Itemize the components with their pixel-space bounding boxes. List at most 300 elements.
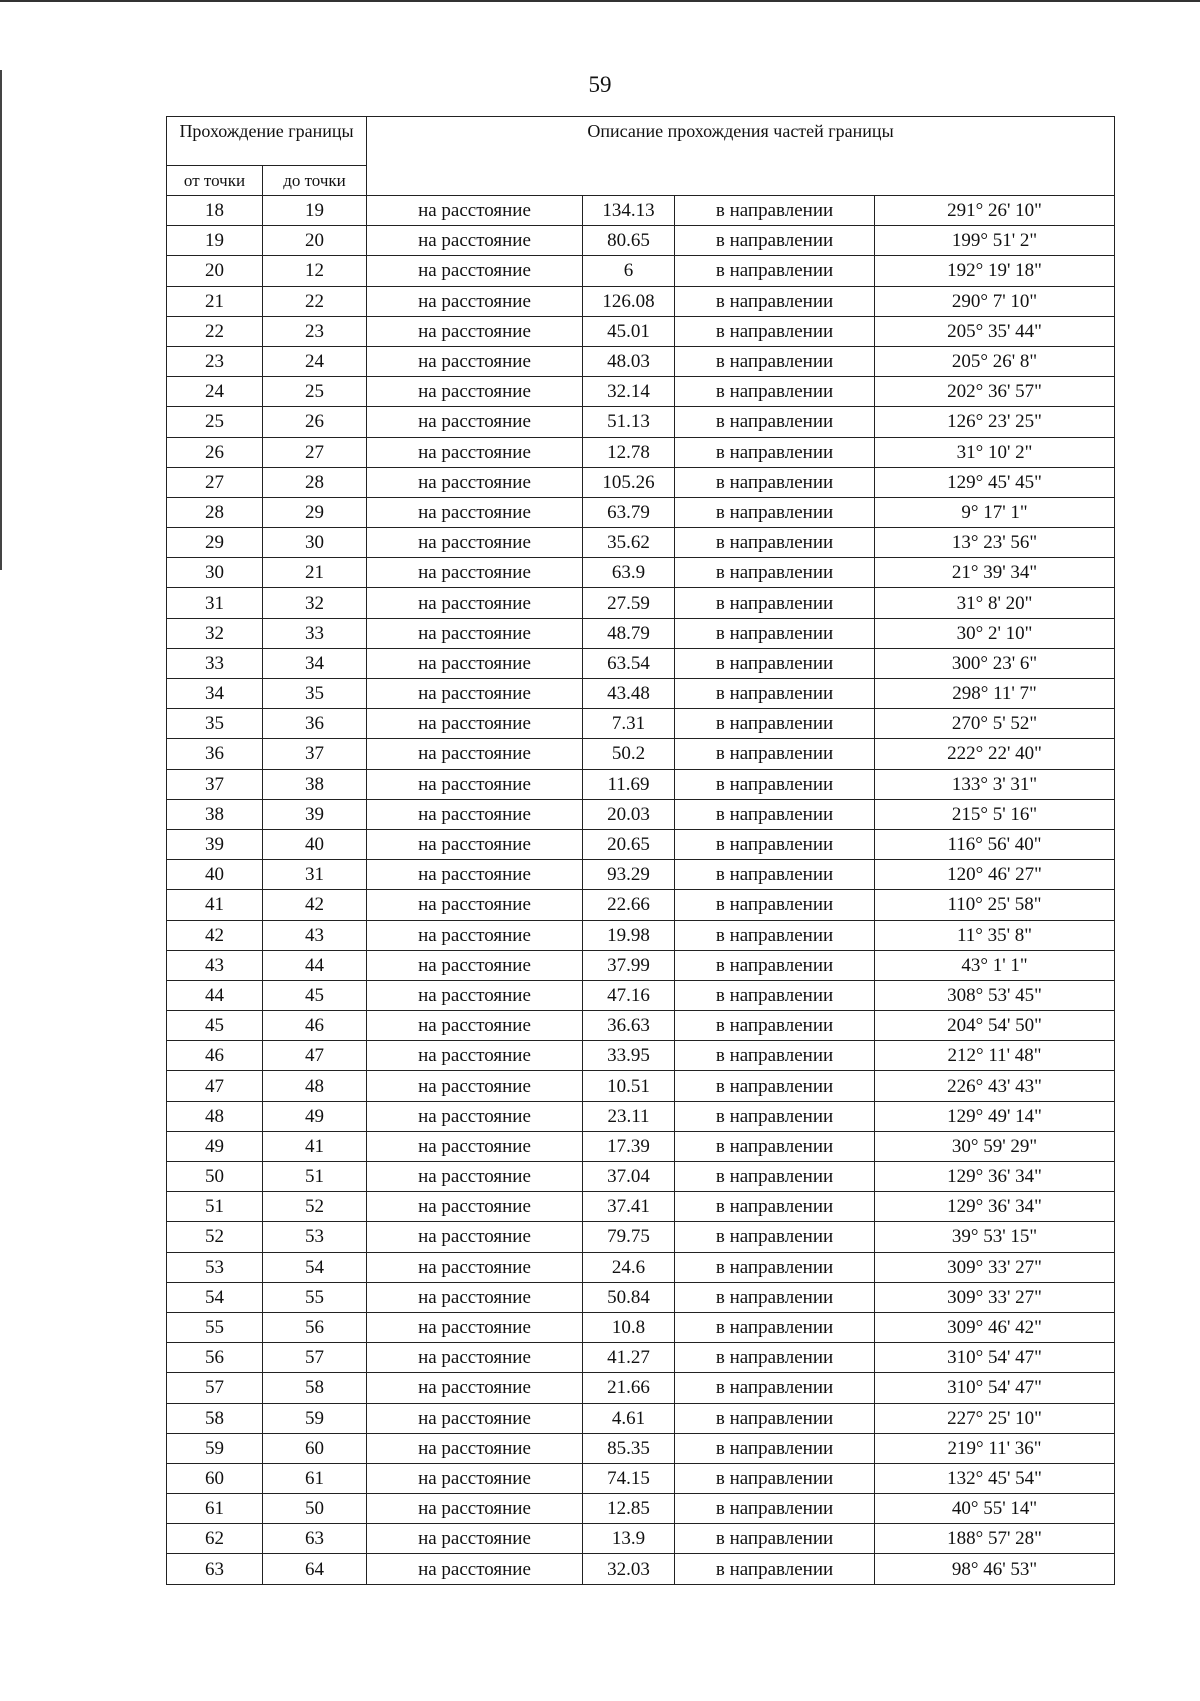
cell-bearing-value: 310° 54' 47" <box>875 1373 1115 1403</box>
cell-to-point: 21 <box>263 558 367 588</box>
cell-distance-value: 43.48 <box>583 679 675 709</box>
table-row <box>167 588 1115 618</box>
cell-bearing-value: 30° 59' 29" <box>875 1131 1115 1161</box>
cell-to-point: 12 <box>263 256 367 286</box>
cell-distance-label: на расстояние <box>367 769 583 799</box>
cell-distance-value: 93.29 <box>583 860 675 890</box>
cell-distance-label: на расстояние <box>367 1162 583 1192</box>
cell-to-point: 64 <box>263 1554 367 1584</box>
cell-from-point: 32 <box>167 618 263 648</box>
cell-bearing-value: 129° 36' 34" <box>875 1192 1115 1222</box>
cell-distance-value: 4.61 <box>583 1403 675 1433</box>
cell-distance-value: 48.79 <box>583 618 675 648</box>
cell-direction-label: в направлении <box>675 1162 875 1192</box>
cell-to-point: 26 <box>263 407 367 437</box>
cell-distance-label: на расстояние <box>367 588 583 618</box>
cell-distance-label: на расстояние <box>367 1252 583 1282</box>
cell-to-point: 63 <box>263 1524 367 1554</box>
cell-bearing-value: 300° 23' 6" <box>875 648 1115 678</box>
cell-direction-label: в направлении <box>675 196 875 226</box>
cell-direction-label: в направлении <box>675 588 875 618</box>
cell-distance-label: на расстояние <box>367 709 583 739</box>
cell-to-point: 39 <box>263 799 367 829</box>
table-row <box>167 739 1115 769</box>
cell-to-point: 56 <box>263 1312 367 1342</box>
cell-from-point: 23 <box>167 346 263 376</box>
cell-distance-value: 10.8 <box>583 1312 675 1342</box>
cell-distance-value: 51.13 <box>583 407 675 437</box>
cell-distance-value: 74.15 <box>583 1463 675 1493</box>
cell-from-point: 38 <box>167 799 263 829</box>
cell-distance-value: 48.03 <box>583 346 675 376</box>
cell-distance-value: 12.85 <box>583 1494 675 1524</box>
cell-direction-label: в направлении <box>675 1252 875 1282</box>
cell-to-point: 28 <box>263 467 367 497</box>
table-row <box>167 1192 1115 1222</box>
table-row <box>167 1252 1115 1282</box>
cell-from-point: 20 <box>167 256 263 286</box>
cell-direction-label: в направлении <box>675 407 875 437</box>
cell-from-point: 33 <box>167 648 263 678</box>
cell-distance-value: 80.65 <box>583 226 675 256</box>
cell-direction-label: в направлении <box>675 769 875 799</box>
cell-bearing-value: 110° 25' 58" <box>875 890 1115 920</box>
table-header-row <box>167 117 1115 166</box>
cell-distance-value: 27.59 <box>583 588 675 618</box>
cell-bearing-value: 11° 35' 8" <box>875 920 1115 950</box>
cell-bearing-value: 290° 7' 10" <box>875 286 1115 316</box>
cell-distance-value: 50.2 <box>583 739 675 769</box>
cell-bearing-value: 126° 23' 25" <box>875 407 1115 437</box>
cell-from-point: 51 <box>167 1192 263 1222</box>
table-row <box>167 407 1115 437</box>
table-row <box>167 528 1115 558</box>
table-row <box>167 226 1115 256</box>
cell-to-point: 29 <box>263 497 367 527</box>
cell-from-point: 53 <box>167 1252 263 1282</box>
cell-from-point: 56 <box>167 1343 263 1373</box>
cell-distance-label: на расстояние <box>367 1373 583 1403</box>
cell-bearing-value: 129° 45' 45" <box>875 467 1115 497</box>
cell-distance-value: 41.27 <box>583 1343 675 1373</box>
cell-direction-label: в направлении <box>675 1282 875 1312</box>
table-row <box>167 1463 1115 1493</box>
cell-distance-label: на расстояние <box>367 437 583 467</box>
table-row <box>167 286 1115 316</box>
table-row <box>167 1041 1115 1071</box>
cell-bearing-value: 222° 22' 40" <box>875 739 1115 769</box>
table-row <box>167 1373 1115 1403</box>
cell-bearing-value: 309° 33' 27" <box>875 1282 1115 1312</box>
cell-from-point: 49 <box>167 1131 263 1161</box>
cell-from-point: 37 <box>167 769 263 799</box>
cell-bearing-value: 31° 8' 20" <box>875 588 1115 618</box>
cell-distance-label: на расстояние <box>367 799 583 829</box>
cell-bearing-value: 116° 56' 40" <box>875 829 1115 859</box>
cell-to-point: 27 <box>263 437 367 467</box>
table-row <box>167 1433 1115 1463</box>
cell-from-point: 29 <box>167 528 263 558</box>
table-row <box>167 1403 1115 1433</box>
cell-to-point: 41 <box>263 1131 367 1161</box>
cell-distance-value: 21.66 <box>583 1373 675 1403</box>
cell-bearing-value: 120° 46' 27" <box>875 860 1115 890</box>
cell-distance-value: 37.99 <box>583 950 675 980</box>
cell-bearing-value: 188° 57' 28" <box>875 1524 1115 1554</box>
table-row <box>167 980 1115 1010</box>
cell-distance-label: на расстояние <box>367 1433 583 1463</box>
cell-distance-label: на расстояние <box>367 980 583 1010</box>
cell-direction-label: в направлении <box>675 980 875 1010</box>
cell-direction-label: в направлении <box>675 528 875 558</box>
cell-direction-label: в направлении <box>675 558 875 588</box>
cell-to-point: 52 <box>263 1192 367 1222</box>
cell-from-point: 50 <box>167 1162 263 1192</box>
cell-from-point: 62 <box>167 1524 263 1554</box>
cell-direction-label: в направлении <box>675 377 875 407</box>
table-row <box>167 1162 1115 1192</box>
table-row <box>167 709 1115 739</box>
cell-to-point: 44 <box>263 950 367 980</box>
cell-from-point: 57 <box>167 1373 263 1403</box>
scan-edge-left <box>0 70 2 570</box>
cell-distance-label: на расстояние <box>367 1282 583 1312</box>
cell-to-point: 54 <box>263 1252 367 1282</box>
table-row <box>167 1131 1115 1161</box>
cell-distance-label: на расстояние <box>367 739 583 769</box>
cell-direction-label: в направлении <box>675 346 875 376</box>
table-row <box>167 829 1115 859</box>
cell-from-point: 30 <box>167 558 263 588</box>
cell-distance-value: 47.16 <box>583 980 675 1010</box>
cell-bearing-value: 270° 5' 52" <box>875 709 1115 739</box>
cell-direction-label: в направлении <box>675 1041 875 1071</box>
table-row <box>167 1011 1115 1041</box>
cell-from-point: 41 <box>167 890 263 920</box>
table-row <box>167 1494 1115 1524</box>
cell-direction-label: в направлении <box>675 467 875 497</box>
cell-distance-label: на расстояние <box>367 558 583 588</box>
table-row <box>167 346 1115 376</box>
table-row <box>167 950 1115 980</box>
table-row <box>167 1343 1115 1373</box>
cell-direction-label: в направлении <box>675 950 875 980</box>
cell-distance-label: на расстояние <box>367 1403 583 1433</box>
cell-to-point: 25 <box>263 377 367 407</box>
cell-to-point: 45 <box>263 980 367 1010</box>
cell-bearing-value: 310° 54' 47" <box>875 1343 1115 1373</box>
cell-distance-label: на расстояние <box>367 467 583 497</box>
cell-to-point: 48 <box>263 1071 367 1101</box>
cell-distance-label: на расстояние <box>367 1494 583 1524</box>
cell-bearing-value: 129° 49' 14" <box>875 1101 1115 1131</box>
cell-bearing-value: 212° 11' 48" <box>875 1041 1115 1071</box>
cell-direction-label: в направлении <box>675 1524 875 1554</box>
cell-to-point: 47 <box>263 1041 367 1071</box>
cell-distance-label: на расстояние <box>367 1041 583 1071</box>
cell-distance-value: 63.9 <box>583 558 675 588</box>
table-row <box>167 1071 1115 1101</box>
table-row <box>167 890 1115 920</box>
cell-to-point: 20 <box>263 226 367 256</box>
cell-distance-label: на расстояние <box>367 407 583 437</box>
cell-distance-value: 24.6 <box>583 1252 675 1282</box>
cell-direction-label: в направлении <box>675 1131 875 1161</box>
cell-bearing-value: 227° 25' 10" <box>875 1403 1115 1433</box>
table-row <box>167 316 1115 346</box>
cell-distance-label: на расстояние <box>367 829 583 859</box>
cell-to-point: 59 <box>263 1403 367 1433</box>
cell-direction-label: в направлении <box>675 860 875 890</box>
cell-bearing-value: 205° 35' 44" <box>875 316 1115 346</box>
cell-from-point: 27 <box>167 467 263 497</box>
cell-to-point: 31 <box>263 860 367 890</box>
table-row <box>167 860 1115 890</box>
cell-from-point: 21 <box>167 286 263 316</box>
cell-direction-label: в направлении <box>675 1494 875 1524</box>
cell-distance-value: 63.79 <box>583 497 675 527</box>
cell-distance-value: 7.31 <box>583 709 675 739</box>
header-from-point: от точки <box>167 166 263 196</box>
cell-distance-value: 79.75 <box>583 1222 675 1252</box>
cell-from-point: 52 <box>167 1222 263 1252</box>
cell-bearing-value: 31° 10' 2" <box>875 437 1115 467</box>
cell-distance-label: на расстояние <box>367 528 583 558</box>
cell-distance-value: 50.84 <box>583 1282 675 1312</box>
cell-to-point: 33 <box>263 618 367 648</box>
table-row <box>167 618 1115 648</box>
table-row <box>167 679 1115 709</box>
cell-to-point: 57 <box>263 1343 367 1373</box>
cell-direction-label: в направлении <box>675 648 875 678</box>
cell-direction-label: в направлении <box>675 679 875 709</box>
cell-from-point: 60 <box>167 1463 263 1493</box>
cell-distance-value: 33.95 <box>583 1041 675 1071</box>
cell-to-point: 22 <box>263 286 367 316</box>
cell-distance-label: на расстояние <box>367 377 583 407</box>
cell-distance-value: 12.78 <box>583 437 675 467</box>
cell-direction-label: в направлении <box>675 1343 875 1373</box>
table-row <box>167 648 1115 678</box>
cell-distance-label: на расстояние <box>367 256 583 286</box>
header-passage: Прохождение границы <box>167 117 367 166</box>
cell-from-point: 58 <box>167 1403 263 1433</box>
cell-to-point: 32 <box>263 588 367 618</box>
cell-from-point: 22 <box>167 316 263 346</box>
cell-distance-label: на расстояние <box>367 1131 583 1161</box>
cell-distance-value: 22.66 <box>583 890 675 920</box>
cell-distance-value: 13.9 <box>583 1524 675 1554</box>
cell-distance-label: на расстояние <box>367 860 583 890</box>
cell-distance-label: на расстояние <box>367 618 583 648</box>
cell-bearing-value: 40° 55' 14" <box>875 1494 1115 1524</box>
table-row <box>167 1524 1115 1554</box>
cell-bearing-value: 98° 46' 53" <box>875 1554 1115 1584</box>
cell-bearing-value: 129° 36' 34" <box>875 1162 1115 1192</box>
cell-distance-label: на расстояние <box>367 1222 583 1252</box>
cell-distance-value: 17.39 <box>583 1131 675 1161</box>
table-row <box>167 467 1115 497</box>
cell-from-point: 63 <box>167 1554 263 1584</box>
cell-distance-label: на расстояние <box>367 950 583 980</box>
cell-from-point: 43 <box>167 950 263 980</box>
cell-from-point: 46 <box>167 1041 263 1071</box>
cell-direction-label: в направлении <box>675 739 875 769</box>
header-description: Описание прохождения частей границы <box>367 117 1115 196</box>
table-body <box>167 117 1115 1585</box>
table-row <box>167 558 1115 588</box>
cell-distance-value: 23.11 <box>583 1101 675 1131</box>
cell-bearing-value: 205° 26' 8" <box>875 346 1115 376</box>
cell-to-point: 46 <box>263 1011 367 1041</box>
table-row <box>167 196 1115 226</box>
cell-direction-label: в направлении <box>675 1554 875 1584</box>
cell-from-point: 59 <box>167 1433 263 1463</box>
cell-to-point: 36 <box>263 709 367 739</box>
table-row <box>167 1101 1115 1131</box>
cell-to-point: 50 <box>263 1494 367 1524</box>
cell-to-point: 53 <box>263 1222 367 1252</box>
cell-to-point: 34 <box>263 648 367 678</box>
cell-bearing-value: 204° 54' 50" <box>875 1011 1115 1041</box>
cell-to-point: 55 <box>263 1282 367 1312</box>
cell-bearing-value: 219° 11' 36" <box>875 1433 1115 1463</box>
cell-distance-value: 126.08 <box>583 286 675 316</box>
cell-bearing-value: 30° 2' 10" <box>875 618 1115 648</box>
cell-to-point: 58 <box>263 1373 367 1403</box>
cell-distance-value: 45.01 <box>583 316 675 346</box>
cell-distance-label: на расстояние <box>367 1192 583 1222</box>
cell-distance-label: на расстояние <box>367 346 583 376</box>
cell-direction-label: в направлении <box>675 1101 875 1131</box>
cell-bearing-value: 309° 33' 27" <box>875 1252 1115 1282</box>
cell-to-point: 38 <box>263 769 367 799</box>
cell-bearing-value: 308° 53' 45" <box>875 980 1115 1010</box>
cell-direction-label: в направлении <box>675 1312 875 1342</box>
cell-bearing-value: 215° 5' 16" <box>875 799 1115 829</box>
cell-distance-label: на расстояние <box>367 1343 583 1373</box>
cell-from-point: 25 <box>167 407 263 437</box>
cell-from-point: 44 <box>167 980 263 1010</box>
cell-bearing-value: 13° 23' 56" <box>875 528 1115 558</box>
cell-to-point: 60 <box>263 1433 367 1463</box>
cell-direction-label: в направлении <box>675 1403 875 1433</box>
cell-distance-label: на расстояние <box>367 679 583 709</box>
cell-distance-value: 6 <box>583 256 675 286</box>
cell-to-point: 61 <box>263 1463 367 1493</box>
cell-from-point: 31 <box>167 588 263 618</box>
cell-distance-value: 37.41 <box>583 1192 675 1222</box>
cell-direction-label: в направлении <box>675 709 875 739</box>
cell-to-point: 24 <box>263 346 367 376</box>
cell-distance-label: на расстояние <box>367 497 583 527</box>
cell-distance-label: на расстояние <box>367 890 583 920</box>
cell-to-point: 35 <box>263 679 367 709</box>
cell-distance-label: на расстояние <box>367 1463 583 1493</box>
cell-bearing-value: 21° 39' 34" <box>875 558 1115 588</box>
cell-distance-value: 19.98 <box>583 920 675 950</box>
boundary-table <box>166 116 1115 1585</box>
cell-bearing-value: 192° 19' 18" <box>875 256 1115 286</box>
cell-bearing-value: 291° 26' 10" <box>875 196 1115 226</box>
cell-direction-label: в направлении <box>675 316 875 346</box>
cell-direction-label: в направлении <box>675 256 875 286</box>
cell-direction-label: в направлении <box>675 226 875 256</box>
cell-distance-label: на расстояние <box>367 1101 583 1131</box>
cell-from-point: 61 <box>167 1494 263 1524</box>
table-row <box>167 1312 1115 1342</box>
cell-distance-label: на расстояние <box>367 316 583 346</box>
cell-from-point: 54 <box>167 1282 263 1312</box>
cell-direction-label: в направлении <box>675 1373 875 1403</box>
cell-direction-label: в направлении <box>675 920 875 950</box>
cell-from-point: 42 <box>167 920 263 950</box>
cell-direction-label: в направлении <box>675 1222 875 1252</box>
cell-distance-value: 32.14 <box>583 377 675 407</box>
cell-from-point: 35 <box>167 709 263 739</box>
cell-distance-value: 11.69 <box>583 769 675 799</box>
cell-from-point: 24 <box>167 377 263 407</box>
cell-to-point: 51 <box>263 1162 367 1192</box>
cell-from-point: 47 <box>167 1071 263 1101</box>
cell-to-point: 40 <box>263 829 367 859</box>
cell-bearing-value: 226° 43' 43" <box>875 1071 1115 1101</box>
table-row <box>167 1282 1115 1312</box>
cell-to-point: 30 <box>263 528 367 558</box>
cell-bearing-value: 43° 1' 1" <box>875 950 1115 980</box>
table-row <box>167 799 1115 829</box>
cell-direction-label: в направлении <box>675 497 875 527</box>
cell-distance-label: на расстояние <box>367 1071 583 1101</box>
cell-distance-label: на расстояние <box>367 1554 583 1584</box>
cell-distance-value: 32.03 <box>583 1554 675 1584</box>
cell-from-point: 48 <box>167 1101 263 1131</box>
cell-from-point: 26 <box>167 437 263 467</box>
table-row <box>167 1554 1115 1584</box>
cell-distance-value: 134.13 <box>583 196 675 226</box>
cell-bearing-value: 298° 11' 7" <box>875 679 1115 709</box>
cell-from-point: 18 <box>167 196 263 226</box>
cell-distance-value: 85.35 <box>583 1433 675 1463</box>
cell-to-point: 49 <box>263 1101 367 1131</box>
cell-to-point: 19 <box>263 196 367 226</box>
cell-direction-label: в направлении <box>675 890 875 920</box>
scan-edge-top <box>0 0 1200 2</box>
table-row <box>167 497 1115 527</box>
table-row <box>167 437 1115 467</box>
cell-direction-label: в направлении <box>675 286 875 316</box>
cell-distance-value: 105.26 <box>583 467 675 497</box>
cell-bearing-value: 132° 45' 54" <box>875 1463 1115 1493</box>
cell-direction-label: в направлении <box>675 1071 875 1101</box>
cell-distance-label: на расстояние <box>367 196 583 226</box>
table-row <box>167 1222 1115 1252</box>
cell-to-point: 37 <box>263 739 367 769</box>
cell-distance-value: 36.63 <box>583 1011 675 1041</box>
cell-bearing-value: 39° 53' 15" <box>875 1222 1115 1252</box>
cell-bearing-value: 199° 51' 2" <box>875 226 1115 256</box>
cell-bearing-value: 133° 3' 31" <box>875 769 1115 799</box>
cell-direction-label: в направлении <box>675 1463 875 1493</box>
cell-from-point: 40 <box>167 860 263 890</box>
cell-from-point: 19 <box>167 226 263 256</box>
cell-bearing-value: 309° 46' 42" <box>875 1312 1115 1342</box>
cell-direction-label: в направлении <box>675 618 875 648</box>
cell-direction-label: в направлении <box>675 1433 875 1463</box>
page-number: 59 <box>588 72 612 97</box>
cell-direction-label: в направлении <box>675 799 875 829</box>
cell-direction-label: в направлении <box>675 1011 875 1041</box>
